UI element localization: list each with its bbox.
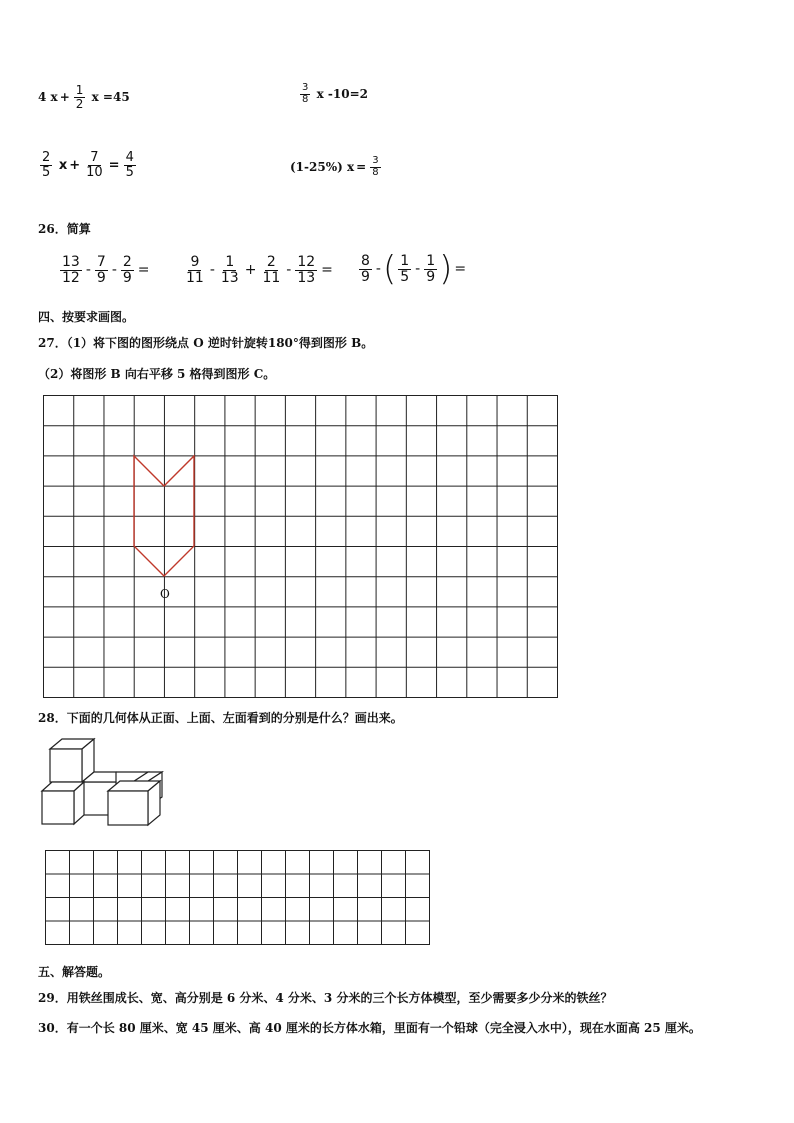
- eq1-plus: +: [59, 90, 70, 105]
- eq1-coef: 4: [38, 90, 47, 105]
- q26e3-minus-2: -: [415, 261, 421, 277]
- q26e1-d1: 12: [62, 269, 80, 286]
- eq2-den: 8: [302, 93, 309, 105]
- q26e2-n1: 9: [190, 254, 200, 270]
- q26e3-d3: 9: [426, 268, 436, 285]
- eq2-num: 3: [302, 82, 309, 93]
- eq3-plus: +: [69, 157, 81, 173]
- q26e3-frac3: [424, 254, 437, 284]
- q26e1-n3: 2: [122, 254, 132, 270]
- q26e2-d2: 13: [220, 269, 239, 286]
- eq4-left: (1-25%): [290, 160, 343, 174]
- eq2-rest: x -10=2: [316, 87, 368, 101]
- eq1-num: 1: [75, 83, 84, 97]
- q26e2-d4: 13: [297, 269, 316, 286]
- q26-expression-1: [58, 255, 152, 285]
- q26e2-n4: 12: [297, 254, 316, 270]
- eq3-d3: 5: [125, 164, 134, 180]
- q26e3-left-paren: (: [382, 249, 397, 289]
- q27-line-1: 27．（1）将下图的图形绕点 O 逆时针旋转180°得到图形 B。: [38, 336, 374, 350]
- section-4-title: 四、按要求画图。: [38, 310, 135, 324]
- q26e1-n2: 7: [96, 254, 106, 270]
- eq3-frac2: [84, 151, 105, 179]
- q26e3-n2: 1: [400, 252, 410, 269]
- q26e1-frac3: [121, 255, 134, 285]
- q26e1-minus-1: -: [85, 262, 91, 279]
- eq1-fraction: [74, 84, 86, 110]
- eq4-equals: =: [356, 160, 367, 174]
- eq3-x: x: [58, 157, 68, 173]
- eq1-rest: x =45: [91, 90, 130, 105]
- eq3-d2: 10: [86, 164, 103, 180]
- eq3-equals: =: [108, 157, 120, 173]
- eq3-d1: 5: [42, 164, 51, 180]
- q26e3-frac1: [359, 254, 372, 284]
- q26e1-equals: =: [137, 262, 150, 279]
- q30-text: 30．有一个长 80 厘米、宽 45 厘米、高 40 厘米的长方体水箱，里面有一个铅球（完全浸入水中），现在水面高 25 厘米。: [38, 1021, 701, 1035]
- cube-front-left: [42, 782, 84, 824]
- equation-4: [290, 156, 383, 178]
- q26e1-frac2: [95, 255, 108, 285]
- q26e2-d3: 11: [262, 269, 281, 286]
- q28-grid[interactable]: [42, 847, 432, 947]
- eq3-frac1: [40, 151, 52, 179]
- q26e2-minus-1: -: [209, 262, 215, 279]
- eq4-x: x: [346, 160, 355, 174]
- eq1-den: 2: [75, 96, 84, 111]
- q26e3-right-paren: ): [439, 249, 453, 289]
- q26e2-minus-2: -: [286, 262, 292, 279]
- eq3-frac3: [124, 151, 136, 179]
- q26e1-d3: 9: [122, 269, 132, 286]
- equation-1: [38, 84, 130, 110]
- q27-line-2: （2）将图形 B 向右平移 5 格得到图形 C。: [38, 367, 276, 381]
- q26e3-frac2: [398, 254, 411, 284]
- eq3-n3: 4: [125, 150, 134, 165]
- q26e1-minus-2: -: [111, 262, 117, 279]
- cube-front-right: [108, 781, 160, 825]
- q26e2-n3: 2: [266, 254, 276, 270]
- q26e2-frac3: [260, 255, 282, 285]
- q26e3-n1: 8: [361, 252, 370, 269]
- q27-grid[interactable]: [40, 392, 560, 698]
- q26e3-n3: 1: [426, 252, 436, 269]
- q26e1-n1: 13: [62, 254, 80, 270]
- q26e3-d1: 9: [361, 268, 370, 285]
- q26e2-plus: +: [244, 262, 257, 279]
- eq3-n2: 7: [90, 150, 99, 165]
- q26e2-d1: 11: [186, 269, 204, 286]
- q28-cube-figure: [38, 735, 168, 830]
- eq3-n1: 2: [42, 150, 51, 165]
- eq1-x: x: [50, 90, 58, 105]
- q28-grid-lines: [46, 851, 430, 945]
- q26-expression-2: [182, 255, 335, 285]
- q26e3-equals: =: [454, 261, 467, 277]
- q28-title: 28．下面的几何体从正面、上面、左面看到的分别是什么？画出来。: [38, 711, 403, 725]
- q26e2-frac2: [219, 255, 241, 285]
- cube-top: [50, 739, 94, 782]
- q29-text: 29．用铁丝围成长、宽、高分别是 6 分米、4 分米、3 分米的三个长方体模型，至少需要多少分米的铁丝？: [38, 991, 613, 1005]
- q26e2-n2: 1: [225, 254, 235, 270]
- q26e1-d2: 9: [96, 269, 106, 286]
- q26e3-d2: 5: [400, 268, 410, 285]
- section-5-title: 五、解答题。: [38, 965, 111, 979]
- q27-grid-lines: [44, 396, 558, 698]
- q26e1-frac1: [60, 255, 82, 285]
- q26e3-minus-1: -: [375, 261, 381, 277]
- eq2-fraction: [300, 83, 310, 105]
- eq4-den: 8: [372, 166, 379, 178]
- q26e2-frac1: [184, 255, 206, 285]
- eq4-num: 3: [372, 155, 379, 166]
- q26-expression-3: [357, 249, 468, 289]
- q26e2-equals: =: [321, 262, 333, 279]
- q26e2-frac4: [295, 255, 317, 285]
- eq4-fraction: [370, 156, 380, 178]
- equation-2: [298, 83, 368, 105]
- equation-3: [38, 151, 138, 179]
- q26-title: 26．简算: [38, 222, 91, 236]
- q27-point-o-label: O: [160, 587, 170, 601]
